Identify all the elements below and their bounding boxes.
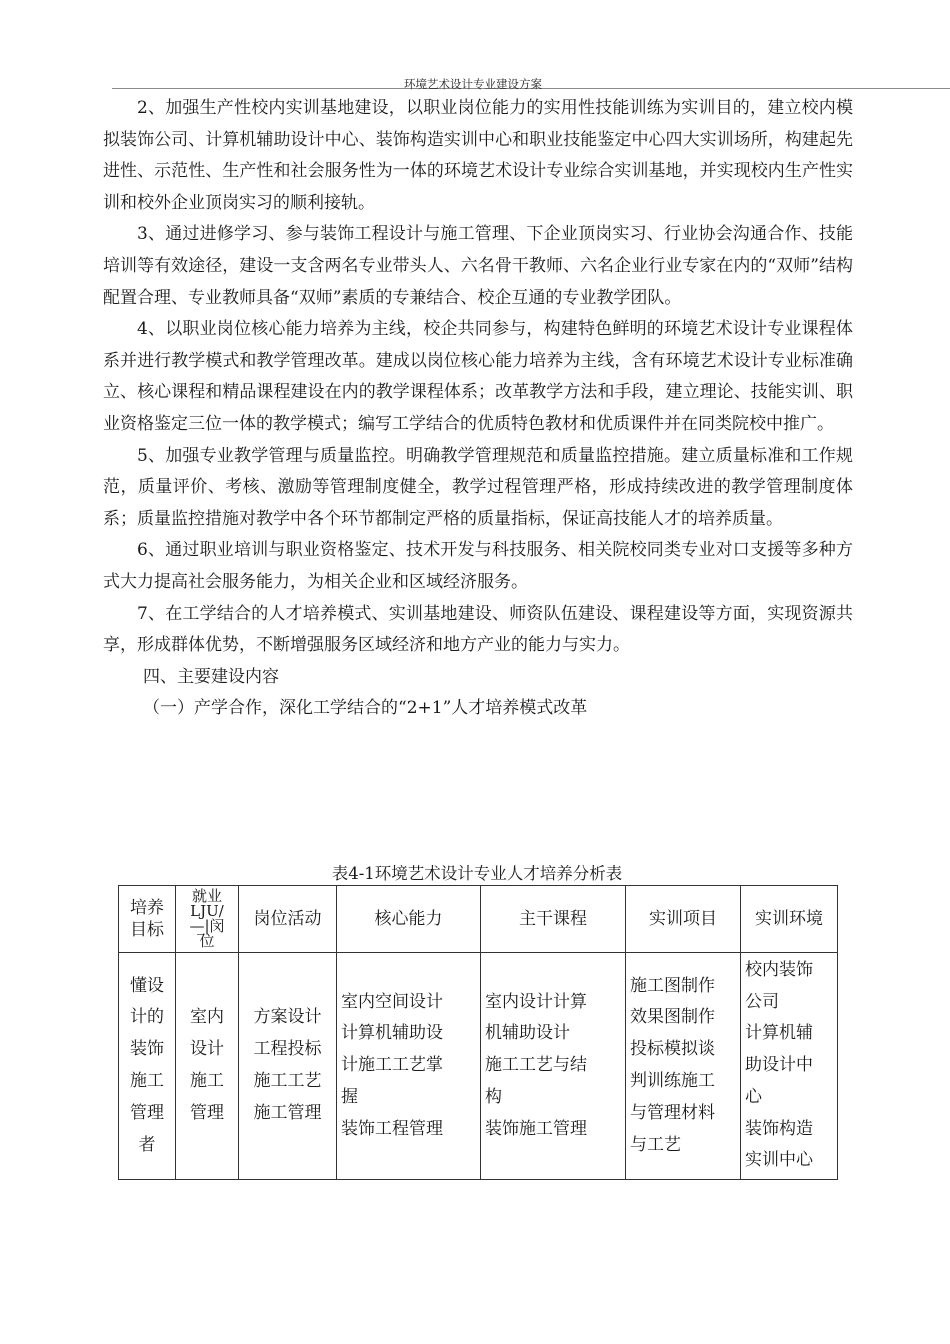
table-caption: 表4-1环境艺术设计专业人才培养分析表 (331, 864, 623, 883)
cell-line: 心 (745, 1086, 762, 1107)
cell-line: 施工 (130, 1071, 164, 1091)
paragraph-4: 4、以职业岗位核心能力培养为主线，校企共同参与，构建特色鲜明的环境艺术设计专业课程体系并进行教学模式和教学管理改革。建成以岗位核心能力培养为主线，含有环境艺术设计专业标准确立、核心课程和精品课程建设在内的教学课程体系；改革教学方法和手段，建立理论、技能实训、职业资格鉴定三位一体的教学模式；编写工学结合的优质特色教材和优质课件并在同类院校中推广。 (103, 319, 853, 434)
header-env: 实训环境 (741, 886, 838, 953)
cell-line: 判训练施工 (630, 1071, 715, 1091)
cell-line: 装饰 (130, 1039, 164, 1060)
paragraph-5: 5、加强专业教学管理与质量监控。明确教学管理规范和质量监控措施。建立质量标准和工作规范，质量评价、考核、激励等管理制度健全，教学过程管理严格，形成持续改进的教学管理制度体系；质量监控措施对教学中各个环节都制定严格的质量指标，保证高技能人才的培养质量。 (103, 445, 853, 529)
cell-line: 设计 (190, 1039, 224, 1060)
cell-line: 施工 (190, 1071, 224, 1091)
cell-line: 与管理材料 (630, 1102, 715, 1123)
cell-line: LJU/ (190, 902, 224, 920)
cell-line: 施工管理 (253, 1102, 322, 1123)
cell-line: 实训中心 (745, 1150, 813, 1171)
cell-line: 握 (341, 1086, 358, 1107)
cell-line: 施工工艺与结 (485, 1055, 587, 1076)
subsection-heading: （一）产学合作，深化工学结合的“2+1”人才培养模式改革 (143, 698, 588, 719)
header-ability: 核心能力 (337, 886, 481, 953)
cell-line: 装饰施工管理 (485, 1118, 587, 1139)
cell-line: 管理 (130, 1102, 164, 1123)
cell-line: 计算机辅助设 (341, 1023, 443, 1044)
cell-line: 装饰工程管理 (341, 1118, 443, 1139)
cell-line: 施工工艺 (253, 1071, 322, 1091)
cell-course (481, 953, 626, 1180)
cell-line: 懂设 (130, 975, 164, 996)
cell-post (176, 953, 239, 1180)
cell-line: 机辅助设计 (485, 1023, 570, 1044)
cell-line: 方案设计 (253, 1007, 322, 1028)
cell-line: 装饰构造 (745, 1118, 813, 1139)
cell-line: 工程投标 (253, 1039, 322, 1060)
paragraph-6: 6、通过职业培训与职业资格鉴定、技术开发与科技服务、相关院校同类专业对口支援等多种方式大力提高社会服务能力，为相关企业和区域经济服务。 (103, 540, 853, 592)
cell-line: 效果图制作 (630, 1007, 715, 1028)
cell-line: 投标模拟谈 (630, 1039, 715, 1060)
header-project: 实训项目 (626, 886, 741, 953)
cell-line: 与工艺 (630, 1134, 681, 1155)
cell-line: —̲|闵 (189, 917, 225, 935)
header-post (176, 886, 239, 953)
cell-line: 计的 (130, 1007, 164, 1028)
header-course: 主干课程 (481, 886, 626, 953)
cell-line: 室内 (190, 1007, 224, 1028)
cell-line: 公司 (745, 991, 779, 1012)
cell-line: 就业 (191, 887, 222, 905)
header-activity: 岗位活动 (239, 886, 337, 953)
paragraph-3: 3、通过进修学习、参与装饰工程设计与施工管理、下企业顶岗实习、行业协会沟通合作、技能培训等有效途径，建设一支含两名专业带头人、六名骨干教师、六名企业行业专家在内的“双师”结构配置合理、专业教师具备“双师”素质的专兼结合、校企互通的专业教学团队。 (103, 224, 853, 308)
cell-ability (337, 953, 481, 1180)
table-row (119, 953, 838, 1180)
cell-line: 室内空间设计 (341, 991, 443, 1012)
paragraph-2: 2、加强生产性校内实训基地建设，以职业岗位能力的实用性技能训练为实训目的，建立校内模拟装饰公司、计算机辅助设计中心、装饰构造实训中心和职业技能鉴定中心四大实训场所，构建起先进性、示范性、生产性和社会服务性为一体的环境艺术设计专业综合实训基地，并实现校内生产性实训和校外企业顶岗实习的顺利接轨。 (103, 98, 853, 213)
cell-goal (119, 953, 176, 1180)
section-heading: 四、主要建设内容 (143, 666, 279, 687)
cell-activity (239, 953, 337, 1180)
cell-line: 培养 (130, 898, 164, 918)
running-header: 环境艺术设计专业建设方案 (404, 77, 542, 91)
cell-project (626, 953, 741, 1180)
cell-line: 校内装饰 (745, 959, 813, 980)
cell-line: 计算机辅 (745, 1023, 813, 1044)
paragraph-7: 7、在工学结合的人才培养模式、实训基地建设、师资队伍建设、课程建设等方面，实现资源共享，形成群体优势，不断增强服务区域经济和地方产业的能力与实力。 (103, 603, 853, 656)
table-header-row (119, 886, 838, 953)
cell-line: 目标 (130, 920, 164, 940)
cell-line: 构 (485, 1086, 502, 1107)
cell-line: 计施工工艺掌 (341, 1055, 443, 1076)
talent-analysis-table (118, 885, 838, 1180)
cell-line: 施工图制作 (630, 975, 715, 996)
cell-line: 者 (138, 1134, 156, 1155)
header-goal (119, 886, 176, 953)
cell-env (741, 953, 838, 1180)
cell-line: 位 (199, 932, 215, 950)
body-text (103, 93, 853, 725)
cell-line: 室内设计计算 (485, 991, 587, 1012)
cell-line: 管理 (190, 1102, 224, 1123)
cell-line: 助设计中 (745, 1055, 813, 1076)
